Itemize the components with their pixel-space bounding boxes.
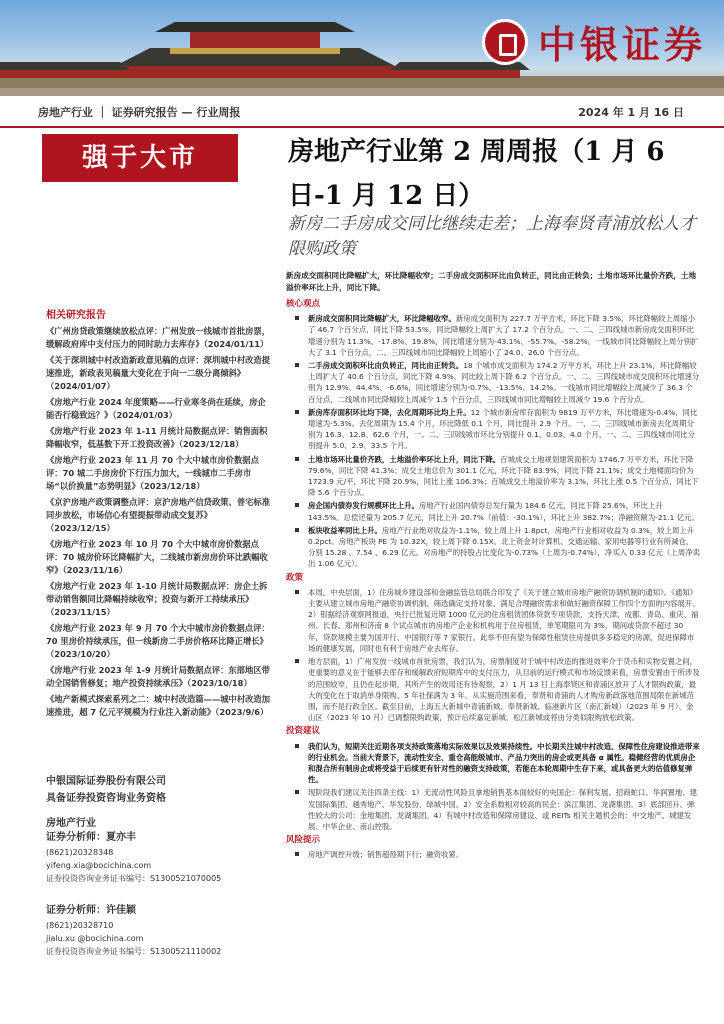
- report-date: 2024 年 1 月 16 日: [578, 106, 684, 119]
- bullet-text: 房地产行业国内债券总发行量为 184.6 亿元，同比下降 25.6%，环比上升 143.5%。总偿还量为 205.7 亿元，同比上升 20.7%（前值：-30.1%），环比上升 382.7%；净融资额为-21.1 亿元。: [308, 501, 699, 522]
- bullet-item: [286, 454, 700, 499]
- rating-badge: 强于大市: [42, 134, 238, 182]
- brand-logo: [482, 14, 706, 69]
- summary-text: 新房成交面积同比降幅扩大，环比降幅收窄；二手房成交面积环比由负转正，同比由正转负；土地市场环比量价齐跌，土地溢价率环比上升，同比下降。: [286, 271, 697, 292]
- bullet-lead: 房企国内债券发行规模环比上升。: [308, 501, 419, 511]
- section-core-heading: 核心观点: [286, 299, 321, 309]
- related-report-item[interactable]: 《房地产行业 2023 年 11 月 70 个大中城市房价数据点评：70 城二手房房价下行压力加大，一线城市二手房市场“以价换量”态势明显》（2023/12/18）: [46, 455, 259, 491]
- bullet-text: 房地产调控升级；销售超预期下行；融资收紧。: [308, 850, 464, 860]
- bullet-item: [286, 525, 700, 570]
- bullet-item: [286, 500, 700, 522]
- bullet-item: [286, 360, 700, 405]
- analyst-card: [46, 828, 272, 885]
- related-report-item[interactable]: 《京沪房地产政策调整点评：京沪房地产信贷政策、普宅标准同步放松，市场信心有望提振带动成交复苏》（2023/12/15）: [46, 497, 271, 533]
- bullet-lead: 土地市场环比量价齐跌，土地溢价率环比上升，同比下降。: [308, 454, 501, 464]
- related-reports-heading: 相关研究报告: [46, 310, 106, 321]
- bullet-text: 地方层面，1）广州发放一线城市首批房票，我们认为，房票制度对于城中村改造的推进效率介于货币和实物安置之间，更重要的意义在于能够去库存和缓解政府短期库中的支付压力，从目前的运行模式和市场反馈来看，房票安置由于所涉及的范围较窄，且仍在起步期，其所产生的效用还有待观察。2）1 月 13 日上海奉贤区和青浦区放开了人才限购政策，最大的变化在于取消单身限购、5 年社保满为 3 年。从实施范围来看，奉贤和青浦的人才购房新政落地范围局限在新城范围，而不是行政全区。截至目前，上海五大新城中青浦新城、奉贤新城、临港新片区（南汇新城）（2023 年 9 月）、金山区（2023 年 10 月）已调整限购政策，预计后续嘉定新城、松江新城或将由分类似限购放松政策。: [308, 657, 700, 723]
- bullet-text: 本周，中央层面，1）住房城乡建设部和金融监管总局联合印发了《关于建立城市房地产融资协调机制的通知》。《通知》主要从建立城市房地产融资协调机制、筛选确定支持对象、满足合理融资需求和做好融资保障工作四个方面的内容展开。2）银据经济观察网报道，央行已批复近期 1000 亿元的住房租赁团体贷款专项贷款，支持天津、成都、青岛、重庆、福州、长春、郑州和济南 8 个试点城市的房地产企业和机构用于住房租赁，单笔期限可为 3%，期间或贷款不超过 30 年，贷款规模主要为国开行、中国银行等 7 家银行。此举不但有望为保障性租赁住房提供多多稳定的房源，促进保障市场的健康发展，同时也有利于房地产业去库存。: [308, 587, 700, 653]
- analyst-cert: 证券投资咨询业务证书编号：S1300521070005: [46, 874, 222, 883]
- section-risk-heading: 风险提示: [286, 835, 321, 846]
- bullet-item: [286, 656, 700, 723]
- related-report-item[interactable]: 《房地产行业 2023 年 9 月 70 个大中城市房价数据点评：70 里房价持续承压，但一线新房二手房价格环比降正增长》（2023/10/20）: [46, 623, 270, 659]
- bullet-text: 房地产行业绝对收益为-1.1%，较上周上升 1.8pct，房地产行业相对收益为 0.3%，较上周上升 0.2pct。房地产板块 PE 为 10.32X，较上周下降 0.15X。北上资金对计算机、交通运输、家用电器等行业有所减仓，分别 15.28 、7.54 、6.29 亿元。对房地产的持股占比变化为-0.73%（上周为-0.74%），净买入 0.33 亿元（上周净卖出 1.06 亿元）。: [308, 525, 700, 569]
- bank-logo-icon: [482, 19, 528, 65]
- analyst-list: [46, 828, 272, 974]
- analyst-email[interactable]: jialu.xu @bocichina.com: [46, 934, 144, 943]
- risk-list: [286, 849, 700, 860]
- bullet-text: 新房成交面积为 227.7 万平方米，环比下降 3.5%，环比降幅较上周缩小了 46.7 个百分点，同比下降 53.5%，同比降幅较上周扩大了 17.2 个百分点。一、二、三四线城市新房成交面积环比增速分别为 11.3%、-17.8%、19.8%，同比增速分别为-43.1%、-55.7%、-58.2%。一线城市同比降幅较上周分别扩大了 3.1 个百分点，二、三四线城市同比降幅较上周缩小了 24.0、26.0 个百分点。: [308, 314, 699, 357]
- bullet-text: 百城成交土地规划建筑面积为 1746.7 万平方米，环比下降 79.6%，同比下降 41.3%；成交土地总价为 301.1 亿元，环比下降 83.9%，同比下降 21.1%；成交土地楼面均价为 1723.9 元/平，环比下降 20.9%，同比上涨 106.3%；百城成交土地溢价率为 3.1%，环比上涨 0.5 个百分点，同比下降 5.6 个百分点。: [308, 454, 699, 498]
- core-points-list: [286, 313, 700, 569]
- advice-list: [286, 741, 700, 833]
- analyst-card: [46, 901, 272, 958]
- bullet-item: [286, 849, 700, 860]
- section-policy-heading: 政策: [286, 572, 304, 583]
- bullet-item: [286, 741, 700, 786]
- bullet-lead: 二手房成交面积环比由负转正，同比由正转负。: [308, 361, 464, 371]
- analyst-phone: (8621)20328348: [46, 848, 114, 857]
- company-info: [46, 773, 272, 832]
- report-subtitle: 新房二手房成交同比继续走差；上海奉贤青浦放松人才限购政策: [288, 214, 696, 259]
- related-reports: [46, 306, 272, 722]
- report-title: 房地产行业第 2 周周报（1 月 6 日-1 月 12 日）: [288, 137, 665, 211]
- related-report-item[interactable]: 《房地产行业 2023 年 10 月 70 个大中城市房价数据点评：70 城房价环比降幅扩大，二线城市新房房价环比跌幅收窄》（2023/11/16）: [46, 539, 268, 575]
- report-info-bar: [0, 96, 724, 128]
- brand-name: 中银证券: [537, 23, 706, 67]
- main-content: [286, 296, 700, 863]
- analyst-name: 证券分析师：许佳颖: [46, 905, 136, 916]
- company-qualification: 具备证券投资咨询业务资格: [46, 793, 166, 804]
- related-report-item[interactable]: 《关于深圳城中村改造新政意见稿的点评：深圳城中村改造提速推进，新政表见稿量大变化在于向一二级分离倾斜》（2024/01/07）: [46, 355, 271, 391]
- bullet-text: 18 个城市成交面积为 174.2 万平方米，环比上升 23.1%，环比降幅较上周扩大了 40.6 个百分点，同比下降 4.9%，同比较上周下降 6.2 个百分点。一、二、三四线城市成交面积环比增速分别为 12.9%、44.4%、-6.6%，同比增速分别为-0.7%、-13.5%、14.2%。一线城市同比增幅较上周减少了 36.3 个百分点，二线城市同比降幅较上周减少 1.5 个百分点，三四线城市同比增幅较上周减少 19.6 个百分点。: [308, 361, 700, 404]
- bullet-item: [286, 407, 700, 452]
- related-report-item[interactable]: 《房地产行业 2023 年 1-9 月统计局数据点评：东部地区带动全国销售修复；地产投资持续承压》（2023/10/18）: [46, 665, 270, 688]
- analyst-cert: 证券投资咨询业务证书编号：S1300521110002: [46, 947, 222, 956]
- bullet-lead: 新房成交面积同比降幅扩大，环比降幅收窄。: [308, 314, 456, 324]
- bullet-text: 12 个城市新房库存面积为 9819 万平方米，环比增速为-0.4%，同比增速为-5.3%。去化周期为 15.4 个月，环比降低 0.1 个月，同比提升 2.9 个月。一、二、三四线城市新房去化周期分别为 16.3、12.8、62.6 个月，一、二、三四线城市环比分别提升 0.1、0.03、4.0 个月，一、二、三四线城市同比分别提升 5.0、2.9、33.5 个月。: [308, 407, 698, 451]
- bullet-lead: 新房库存面积环比均下降，去化周期环比均上升。: [308, 407, 471, 417]
- related-report-item[interactable]: 《房地产行业 2024 年度策略——行业寒冬尚在延续，房企能否行稳致远？》（2024/01/03）: [46, 397, 266, 420]
- related-report-item[interactable]: 《房地产行业 2023 年 1-11 月统计局数据点评：销售面积降幅收窄，低基数下开工投资改善》（2023/12/18）: [46, 426, 268, 449]
- report-type: 房地产行业 ｜ 证券研究报告 — 行业周报: [38, 106, 241, 119]
- related-report-item[interactable]: 《广州房贷政策继续放松点评：广州发放一线城市首批房票，缓解政府库中支付压力的同时助力去库存》（2024/01/11）: [46, 326, 271, 349]
- analyst-email[interactable]: yifeng.xia@bocichina.com: [46, 861, 152, 870]
- related-reports-list: [46, 325, 272, 719]
- bullet-lead: 板块收益率同比上升。: [308, 525, 382, 535]
- analyst-phone: (8621)20328710: [46, 921, 114, 930]
- bullet-text: 现阶段我们建议关注四条主线：1）无流动性风险且拿地销售基本面较好的央国企：保利发展、招商蛇口、华润置地、建发国际集团、越秀地产、华发股份、绿城中国。2）安全系数相对较高的民企：滨江集团、龙湖集团。3）底部回升、弹性较大的公司：金地集团、龙湖集团。4）有城中村改造和保障房建设、或 REITs 相关主题机会的：中交地产、城建发展、中华企业、南山控股。: [308, 788, 698, 831]
- related-report-item[interactable]: 《房地产行业 2023 年 1-10 月统计局数据点评：房企土拆带动销售额同比降幅持续收窄；投资与新开工持续承压》（2023/11/15）: [46, 581, 268, 617]
- policy-list: [286, 587, 700, 723]
- header-banner: [0, 0, 724, 96]
- bullet-item: [286, 313, 700, 358]
- related-report-item[interactable]: 《地产新模式探索系列之二：城中村改造篇——城中村改造加速推进，超 7 亿元平规模为行业注入新动能》（2023/9/6）: [46, 694, 271, 717]
- industry-label: 房地产行业: [46, 818, 96, 829]
- analyst-name: 证券分析师：夏亦丰: [46, 832, 136, 843]
- section-advice-heading: 投资建议: [286, 726, 321, 737]
- bullet-item: [286, 787, 700, 832]
- bullet-lead: 我们认为，短期关注近期各项支持政策落地实际效果以及效果持续性。中长期关注城中村改造、保障性住房建设推进带来的行业机会。当前大背景下，流动性安全、重仓高能级城市、产品力突出的房企或更具备 α 属性。稳健经营的优质房企和混合所有制房企或将受益于后续更有针对性的融资支持政策，若能在本轮周期中生存下来，或具备更大的估值修复弹性。: [308, 741, 700, 785]
- bullet-item: [286, 587, 700, 654]
- company-name: 中银国际证券股份有限公司: [46, 776, 166, 787]
